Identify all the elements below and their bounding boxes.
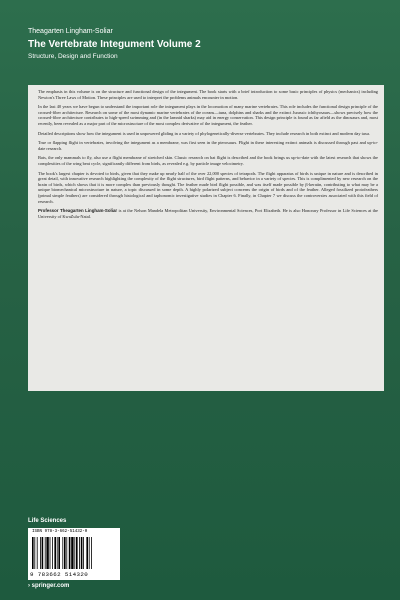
blurb-panel [28, 85, 384, 391]
publisher-website-link[interactable]: › springer.com [28, 583, 70, 589]
blurb-paragraph-5: Bats, the only mammals to fly, also use a flight membrane of stretched skin. Classic research on bat flight is described and the book brings us up-to-date with the latest research that shows the complexities of the wing beat cycle, significantly different from birds, as revealed e.g. by particle image velocimetry. [38, 155, 378, 166]
author-bio [38, 208, 378, 219]
blurb-paragraph-4: True or flapping flight in vertebrates, involving the integument as a membrane, was first seen in the pterosaurs. Flight in these interesting extinct animals is discussed through past and up-to-date research. [38, 140, 378, 151]
author-bio-text: is at the Nelson Mandela Metropolitan University, Environmental Sciences, Port Elizabeth. He is also Honorary Professor in Life Sciences at the University of KwaZulu-Natal. [38, 208, 378, 219]
barcode [28, 528, 120, 580]
author-name: Theagarten Lingham-Soliar [28, 28, 113, 35]
barcode-bars [32, 537, 116, 569]
blurb-paragraph-3: Detailed descriptions show how the integument is used in unpowered gliding in a variety of phylogenetically-diverse vertebrates. They include research in both extinct and modern day taxa. [38, 130, 371, 136]
isbn-label: ISBN 978-3-662-51432-0 [32, 530, 88, 534]
cover-header [28, 28, 368, 60]
blurb-paragraph-6: The book's largest chapter is devoted to birds, given that they make up nearly half of the over 22,000 species of tetrapods. The flight apparatus of birds is unique in nature and is described in great detail, with innovative research highlighting the complexity of the flight structures, bird flight patterns, and behavior in a variety of species. This is complimented by new research on the brain of birds, which shows that it is more complex than previously thought. The feather made bird flight possible, and was itself made possible by β-keratin, contributing to what may be a unique biomechanical microstructure in nature, a topic discussed in some depth. A highly polarized subject concerns the origin of birds and of the feather. Alleged fossilized protofeathers (primal simple feathers) are considered through histological and taphonomic investigative studies in Chapter 6. Finally, in Chapter 7 we discuss the controversies associated with this field of research. [38, 170, 378, 204]
blurb-paragraph-1: The emphasis in this volume is on the structure and functional design of the integument. The book starts with a brief introduction to some basic principles of physics (mechanics) including Newton's Three Laws of Motion. These principles are used to interpret the problems animals encounter in motion. [38, 89, 378, 100]
author-bio-name: Professor Theagarten Lingham-Soliar [38, 208, 118, 214]
blurb-paragraph-2: In the last 40 years we have begun to understand the important role the integument plays in the locomotion of many marine vertebrates. This role includes the functional design principle of the crossed-fiber architecture. Research on some of the most dynamic marine vertebrates of the oceans—tuna, dolphins and sharks and the extinct Jurassic ichthyosaurs—shows precisely how the crossed-fibre architecture contributes to high-speed swimming and (in the lamnid sharks) may aid in energy conservation. This design principle is found as far afield as the dinosaurs and, most recently, been revealed as a major part of the microstructure of the most complex derivative of the integument, the feather. [38, 104, 378, 126]
barcode-number: 9 783662 514320 [30, 571, 89, 578]
series-label: Life Sciences [28, 518, 67, 524]
book-title: The Vertebrate Integument Volume 2 [28, 39, 201, 50]
book-subtitle: Structure, Design and Function [28, 53, 118, 60]
